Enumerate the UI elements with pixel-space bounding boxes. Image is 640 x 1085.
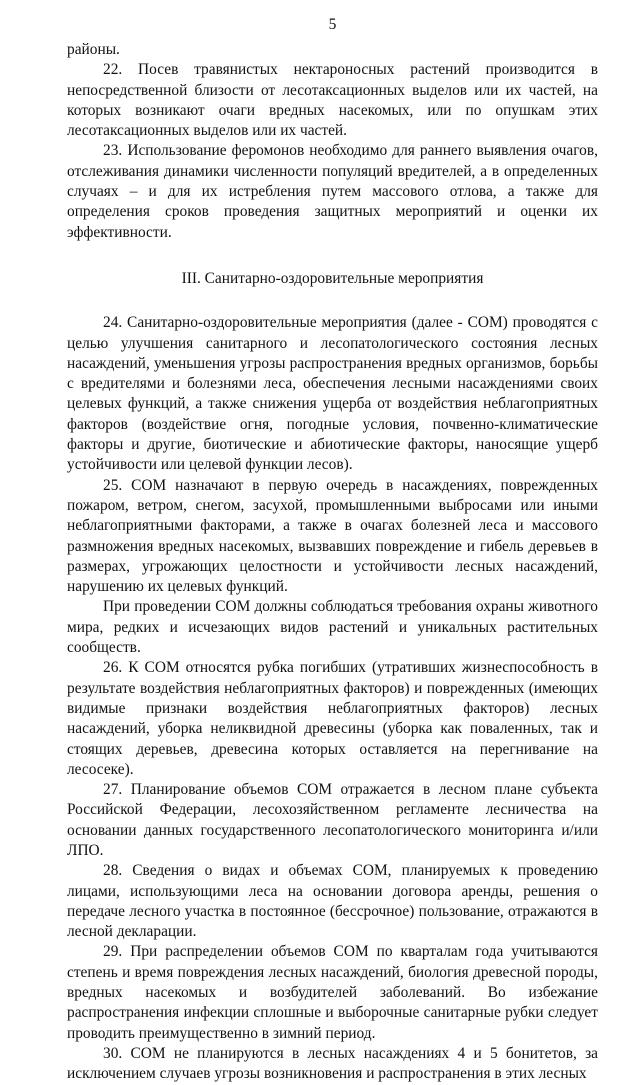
page-number: 5 (328, 16, 337, 33)
paragraphs-before-heading (67, 40, 598, 243)
paragraph-item-30: 30. СОМ не планируются в лесных насаждениях 4 и 5 бонитетов, за исключением случаев угрозы возникновения и распространения в этих лесных (67, 1044, 598, 1083)
paragraph-item-25: 25. СОМ назначают в первую очередь в насаждениях, поврежденных пожаром, ветром, снегом, засухой, промышленными выбросами или иными неблагоприятными факторами, а также в очагах болезней леса и массового размножения вредных насекомых, вызвавших повреждение и гибель деревьев в размерах, угрожающих целостности и устойчивости лесных насаждений, нарушению их целевых функций. (67, 476, 598, 596)
paragraph-wildlife-requirements: При проведении СОМ должны соблюдаться требования охраны животного мира, редких и исчезающих видов растений и уникальных растительных сообществ. (67, 598, 598, 657)
paragraph-item-28: 28. Сведения о видах и объемах СОМ, планируемых к проведению лицами, использующими леса на основании договора аренды, решения о передаче лесного участка в постоянное (бессрочное) пользование, отражаются в лесной декларации. (67, 862, 598, 941)
paragraph: районы. (67, 41, 120, 58)
paragraph-item-24: 24. Санитарно-оздоровительные мероприятия (далее - СОМ) проводятся с целью улучшения санитарного и лесопатологического состояния лесных насаждений, уменьшения угрозы распространения вредных организмов, борьбы с вредителями и болезнями леса, обеспечения лесными насаждениями своих целевых функций, а также снижения ущерба от воздействия неблагоприятных факторов (воздействие огня, погодные условия, почвенно-климатические факторы и другие, биотические и абиотические факторы, наносящие ущерб устойчивости или целевой функции лесов). (67, 314, 598, 474)
section-heading: III. Санитарно-оздоровительные мероприятия (181, 269, 484, 287)
paragraph-item-23: 23. Использование феромонов необходимо для раннего выявления очагов, отслеживания динамики численности популяций вредителей, а в определенных случаях – и для их истребления путем массового отлова, а также для определения сроков проведения защитных мероприятий и оценки их эффективности. (67, 142, 598, 241)
paragraphs-after-heading (67, 313, 598, 1084)
paragraph-item-27: 27. Планирование объемов СОМ отражается в лесном плане субъекта Российской Федерации, лесохозяйственном регламенте лесничества на основании данных государственного лесопатологического мониторинга и/или ЛПО. (67, 781, 598, 859)
paragraph-item-22: 22. Посев травянистых нектароносных растений производится в непосредственной близости от лесотаксационных выделов или их частей, на которых возникают очаги вредных насекомых, или по опушкам этих лесотаксационных выделов или их частей. (67, 61, 598, 140)
paragraph-item-29: 29. При распределении объемов СОМ по кварталам года учитываются степень и время повреждения лесных насаждений, биология древесной породы, вредных насекомых и возбудителей заболеваний. Во избежание распространения инфекции сплошные и выборочные санитарные рубки следует проводить преимущественно в зимний период. (67, 943, 598, 1042)
paragraph-item-26: 26. К СОМ относятся рубка погибших (утративших жизнеспособность в результате воздействия неблагоприятных факторов) и поврежденных (имеющих видимые признаки воздействия неблагоприятных факторов) лесных насаждений, уборка неликвидной древесины (уборка как поваленных, так и стоящих деревьев, древесина которых оставляется на перегнивание на лесосеке). (67, 659, 598, 778)
